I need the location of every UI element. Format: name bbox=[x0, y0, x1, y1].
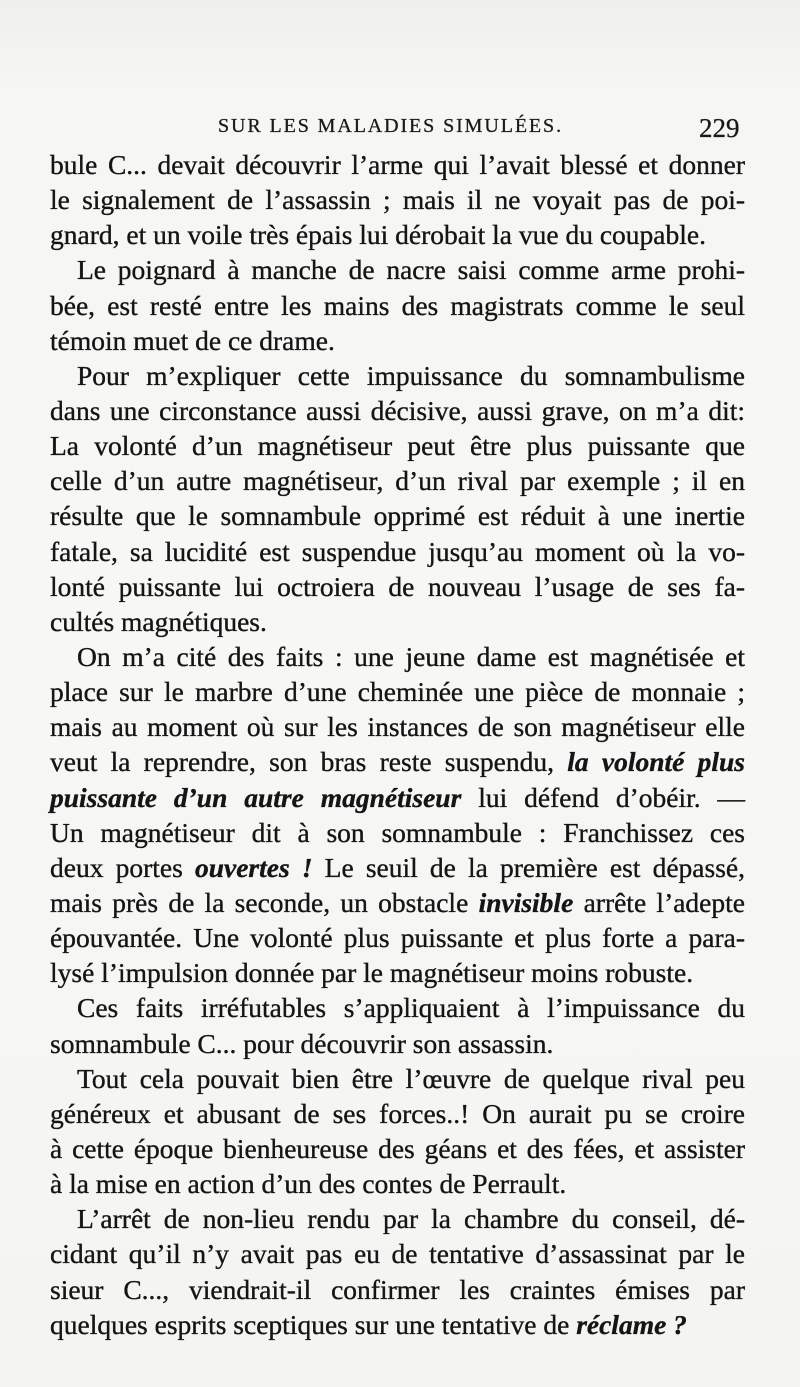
text-line: Tout cela pouvait bien être l’œuvre de quelque rival peu bbox=[77, 1062, 745, 1094]
text-segment: Le seuil de la première est dépassé, bbox=[312, 851, 745, 883]
page-number: 229 bbox=[699, 113, 740, 143]
italic-text: puissante d’un autre magnétiseur bbox=[50, 781, 462, 813]
text-line: somnambule C... pour découvrir son assassin. bbox=[50, 1027, 554, 1059]
italic-text: la volonté plus bbox=[567, 746, 745, 778]
italic-text: ouvertes ! bbox=[194, 851, 313, 883]
text-segment: mais près de la seconde, un obstacle bbox=[50, 886, 479, 918]
text-line: à la mise en action d’un des contes de Perrault. bbox=[50, 1168, 567, 1200]
text-line: L’arrêt de non-lieu rendu par la chambre du conseil, dé- bbox=[77, 1203, 745, 1235]
text-line: cidant qu’il n’y avait pas eu de tentative d’assassinat par le bbox=[50, 1238, 745, 1270]
text-line bbox=[50, 780, 745, 815]
text-line bbox=[50, 850, 745, 885]
text-line: lysé l’impulsion donnée par le magnétiseur moins robuste. bbox=[50, 957, 694, 989]
paragraph bbox=[50, 1201, 745, 1342]
text-line: La volonté d’un magnétiseur peut être plus puissante que bbox=[50, 430, 745, 462]
text-line: le signalement de l’assassin ; mais il ne voyait pas de poi- bbox=[50, 184, 745, 216]
text-segment: lui défend d’obéir. — bbox=[461, 781, 745, 813]
running-head: SUR LES MALADIES SIMULÉES. bbox=[218, 115, 563, 137]
text-line: Pour m’expliquer cette impuissance du somnambulisme bbox=[77, 359, 745, 391]
text-line: Un magnétiseur dit à son somnambule : Franchissez ces bbox=[50, 816, 745, 848]
text-line: bule C... devait découvrir l’arme qui l’avait blessé et donner bbox=[50, 149, 745, 180]
text-line: bée, est resté entre les mains des magistrats comme le seul bbox=[50, 289, 745, 321]
italic-text: invisible bbox=[478, 886, 574, 918]
text-line: généreux et abusant de ses forces..! On aurait pu se croire bbox=[50, 1097, 745, 1129]
text-line: gnard, et un voile très épais lui dérobait la vue du coupable. bbox=[50, 219, 706, 251]
text-line: fatale, sa lucidité est suspendue jusqu’au moment où la vo- bbox=[50, 535, 745, 567]
text-line: dans une circonstance aussi décisive, aussi grave, on m’a dit: bbox=[50, 394, 745, 426]
text-line: témoin muet de ce drame. bbox=[50, 324, 335, 356]
text-line: Ces faits irréfutables s’appliquaient à l’impuissance du bbox=[77, 992, 745, 1024]
paragraph bbox=[50, 358, 745, 639]
text-line: mais au moment où sur les instances de son magnétiseur elle bbox=[50, 711, 745, 743]
text-line bbox=[50, 744, 745, 779]
text-line: épouvantée. Une volonté plus puissante et plus forte a para- bbox=[50, 922, 745, 954]
paragraph bbox=[50, 252, 745, 357]
text-line: cultés magnétiques. bbox=[50, 605, 267, 637]
text-segment: quelques esprits sceptiques sur une tentative de bbox=[50, 1308, 577, 1340]
paragraph bbox=[50, 147, 745, 252]
text-line: à cette époque bienheureuse des géans et des fées, et assister bbox=[50, 1132, 745, 1164]
text-line bbox=[50, 1307, 745, 1342]
paragraph bbox=[50, 639, 745, 990]
text-line: résulte que le somnambule opprimé est réduit à une inertie bbox=[50, 500, 745, 532]
text-line: sieur C..., viendrait-il confirmer les craintes émises par bbox=[50, 1273, 745, 1305]
paragraph bbox=[50, 1061, 745, 1202]
text-segment: veut la reprendre, son bras reste suspendu, bbox=[50, 746, 568, 778]
paragraph bbox=[50, 990, 745, 1060]
text-line: lonté puissante lui octroiera de nouveau l’usage de ses fa- bbox=[50, 570, 745, 602]
text-line: celle d’un autre magnétiseur, d’un rival par exemple ; il en bbox=[50, 465, 745, 497]
text-line bbox=[50, 885, 745, 920]
text-segment: arrête l’adepte bbox=[573, 886, 745, 918]
text-line: place sur le marbre d’une cheminée une pièce de monnaie ; bbox=[50, 676, 745, 708]
text-line: On m’a cité des faits : une jeune dame est magnétisée et bbox=[77, 640, 745, 672]
italic-text: réclame ? bbox=[576, 1308, 687, 1340]
text-line: Le poignard à manche de nacre saisi comme arme prohi- bbox=[77, 254, 745, 286]
body-text bbox=[50, 147, 745, 1342]
text-segment: deux portes bbox=[50, 851, 195, 883]
